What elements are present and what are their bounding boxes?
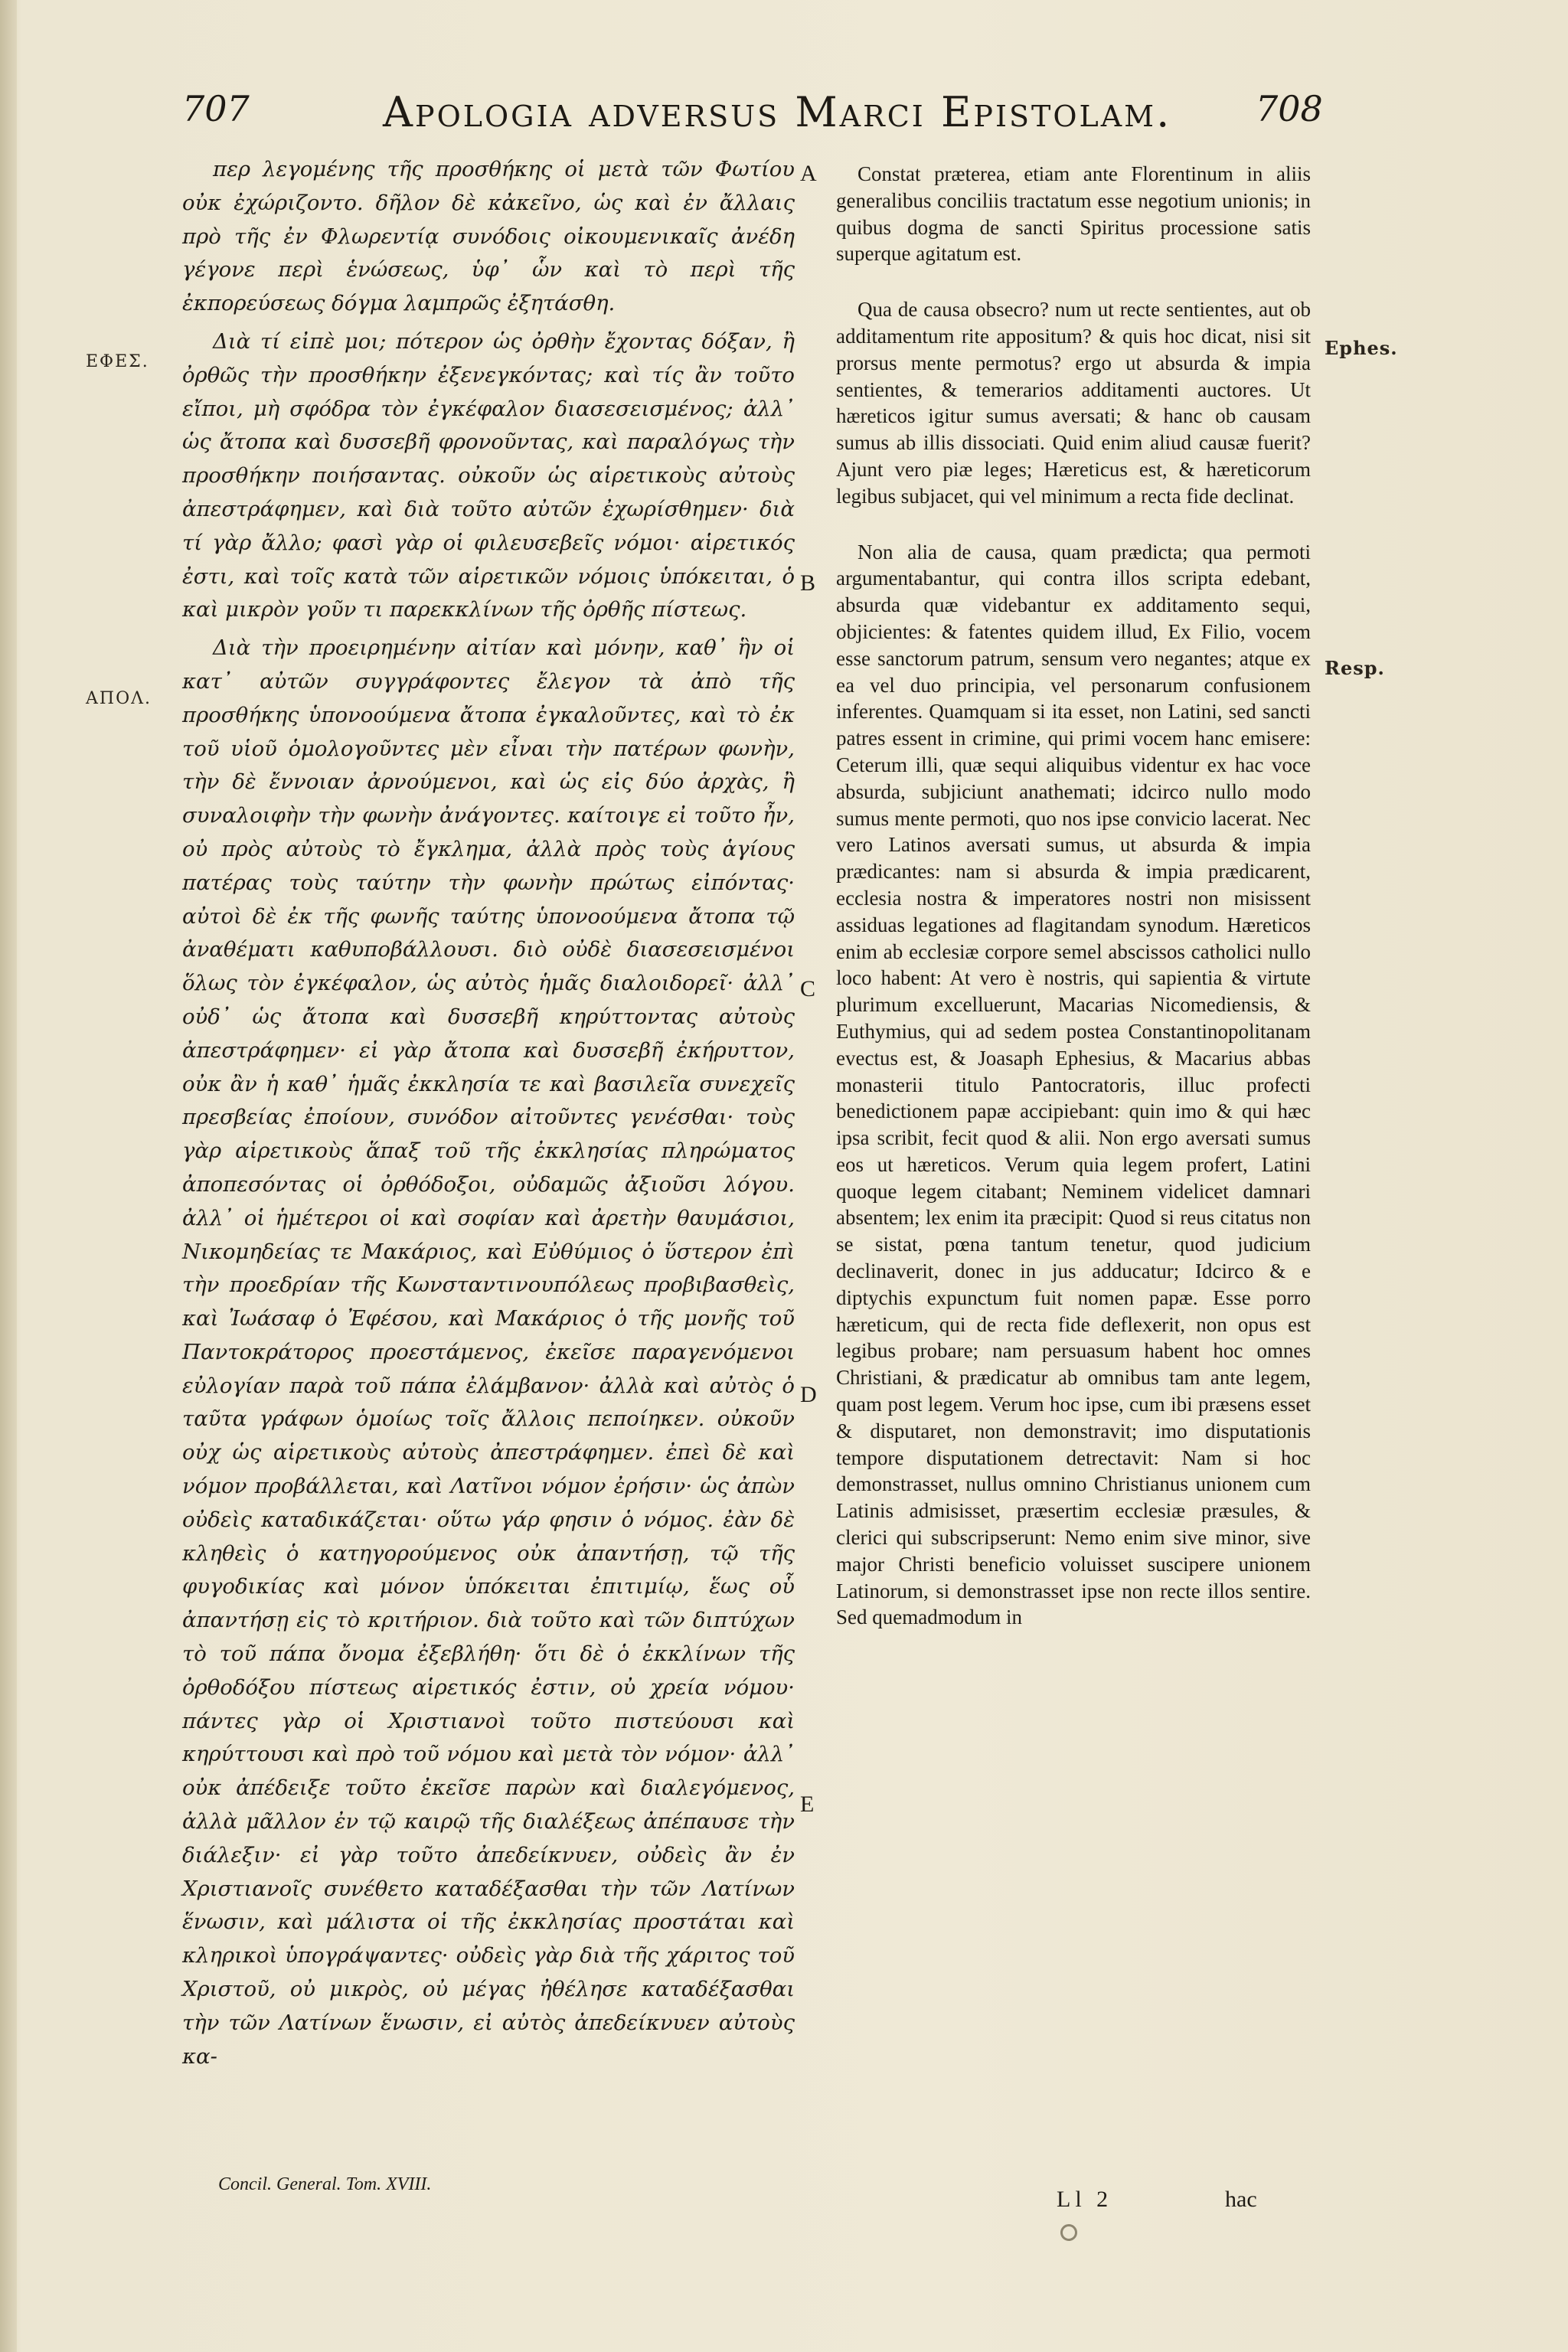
binding-hole-icon bbox=[1060, 2224, 1077, 2241]
margin-speaker-apol: ΑΠΟΛ. bbox=[86, 689, 152, 708]
gathering-signature: Ll 2 bbox=[1057, 2187, 1113, 2212]
catchword: hac bbox=[1225, 2187, 1257, 2212]
greek-text-column bbox=[182, 153, 795, 2174]
greek-paragraph-3: Διὰ τὴν προειρημένην αἰτίαν καὶ μόνην, καθ᾽ ἣν οἱ κατ᾽ αὐτῶν συγγράφοντες ἔλεγον τὰ ἀπὸ τῆς προσθήκης ὑπονοούμενα ἄτοπα ἐγκαλοῦντες, καὶ τὸ ἐκ τοῦ υἱοῦ ὁμολογοῦντες μὲν εἶναι τὴν πατέρων φωνὴν, τὴν δὲ ἔννοιαν ἀρνούμενοι, καὶ ὡς εἰς δύο ἀρχὰς, ἢ συναλοιφὴν τὴν φωνὴν ἀνάγοντες. καίτοιγε εἰ τοῦτο ἦν, οὐ πρὸς αὐτοὺς τὸ ἔγκλημα, ἀλλὰ πρὸς τοὺς ἁγίους πατέρας τοὺς ταύτην τὴν φωνὴν πρώτως εἰπόντας· αὐτοὶ δὲ ἐκ τῆς φωνῆς ταύτης ὑπονοούμενα ἄτοπα τῷ ἀναθέματι καθυποβάλλουσι. διὸ οὐδὲ διασεσεισμένοι ὅλως τὸν ἐγκέφαλον, ὡς αὐτὸς ἡμᾶς διαλοιδορεῖ· ἀλλ᾽ οὐδ᾽ ὡς ἄτοπα καὶ δυσσεβῆ κηρύττοντας αὐτοὺς ἀπεστράφημεν· εἰ γὰρ ἄτοπα καὶ δυσσεβῆ ἐκήρυττον, οὐκ ἂν ἡ καθ᾽ ἡμᾶς ἐκκλησία τε καὶ βασιλεῖα συνεχεῖς πρεσβείας ἐποίουν, συνόδον αἰτοῦντες γενέσθαι· τοὺς γὰρ αἱρετικοὺς ἅπαξ τοῦ τῆς ἐκκλησίας πληρώματος ἀποπεσόντας οἱ ὀρθόδοξοι, οὐδαμῶς ἀξιοῦσι λόγου. ἀλλ᾽ οἱ ἡμέτεροι οἱ καὶ σοφίαν καὶ ἀρετὴν θαυμάσιοι, Νικομηδείας τε Μακάριος, καὶ Εὐθύμιος ὁ ὕστερον ἐπὶ τὴν προεδρίαν τῆς Κωνσταντινουπόλεως προβιβασθεὶς, καὶ Ἰωάσαφ ὁ Ἐφέσου, καὶ Μακάριος ὁ τῆς μονῆς τοῦ Παντοκράτορος προεστάμενος, ἐκεῖσε παραγενόμενοι εὐλογίαν παρὰ τοῦ πάπα ἐλάμβανον· ἀλλὰ καὶ αὐτὸς ὁ ταῦτα γράφων ὁμοίως τοῖς ἄλλοις πεποίηκεν. οὐκοῦν οὐχ ὡς αἱρετικοὺς αὐτοὺς ἀπεστράφημεν. ἐπεὶ δὲ καὶ νόμον προβάλλεται, καὶ Λατῖνοι νόμον ἐρήσιν· ὡς ἀπὼν οὐδεὶς καταδικάζεται· οὕτω γάρ φησιν ὁ νόμος. ἐὰν δὲ κληθεὶς ὁ κατηγορούμενος οὐκ ἀπαντήσῃ, τῷ τῆς φυγοδικίας καὶ μόνον ὑπόκειται ἐπιτιμίῳ, ἕως οὗ ἀπαντήσῃ εἰς τὸ κριτήριον. διὰ τοῦτο καὶ τῶν διπτύχων τὸ τοῦ πάπα ὄνομα ἐξεβλήθη· ὅτι δὲ ὁ ἐκκλίνων τῆς ὀρθοδόξου πίστεως αἱρετικός ἐστιν, οὐ χρεία νόμου· πάντες γὰρ οἱ Χριστιανοὶ τοῦτο πιστεύουσι καὶ κηρύττουσι καὶ πρὸ τοῦ νόμου καὶ μετὰ τὸν νόμον· ἀλλ᾽ οὐκ ἀπέδειξε τοῦτο ἐκεῖσε παρὼν καὶ διαλεγόμενος, ἀλλὰ μᾶλλον ἐν τῷ καιρῷ τῆς διαλέξεως ἀπέπαυσε τὴν διάλεξιν· εἰ γὰρ τοῦτο ἀπεδείκνυεν, οὐδεὶς ἂν ἐν Χριστιανοῖς συνέθετο καταδέξασθαι τὴν τῶν Λατίνων ἕνωσιν, καὶ μάλιστα οἱ τῆς ἐκκλησίας προστάται καὶ κληρικοὶ ὑπογράψαντες· οὐδεὶς γὰρ διὰ τῆς χάριτος τοῦ Χριστοῦ, οὐ μικρὸς, οὐ μέγας ἠθέλησε καταδέξασθαι τὴν τῶν Λατίνων ἕνωσιν, εἰ αὐτὸς ἀπεδείκνυεν αὐτοὺς κα- bbox=[182, 635, 795, 2069]
section-mark-e: E bbox=[800, 1792, 815, 1817]
running-title: Apologia adversus Marci Epistolam. bbox=[383, 88, 1172, 136]
latin-text-column bbox=[836, 161, 1311, 2197]
section-mark-d: D bbox=[800, 1382, 817, 1407]
section-mark-b: B bbox=[800, 570, 816, 596]
margin-label-resp: Resp. bbox=[1325, 657, 1385, 679]
margin-speaker-ephes: ΕΦΕΣ. bbox=[86, 352, 149, 371]
greek-paragraph-1: περ λεγομένης τῆς προσθήκης οἱ μετὰ τῶν Φωτίου οὐκ ἐχώριζοντο. δῆλον δὲ κἀκεῖνο, ὡς καὶ ἐν ἄλλαις πρὸ τῆς ἐν Φλωρεντίᾳ συνόδοις οἰκουμενικαῖς ἀνέδη γέγονε περὶ ἑνώσεως, ὑφ᾽ ὧν καὶ τὸ περὶ τῆς ἐκπορεύσεως δόγμα λαμπρῶς ἐξητάσθη. bbox=[182, 157, 795, 316]
margin-label-ephes: Ephes. bbox=[1325, 337, 1398, 359]
left-page-number: 707 bbox=[182, 88, 250, 129]
latin-paragraph-2: Qua de causa obsecro? num ut recte sentientes, aut ob additamentum rite appositum? & quis hoc dicat, nisi sit prorsus mente permotus? ergo ut absurda & impia sentientes, & temerarios additamenti auctores. Ut hæreticos igitur sumus aversati; & hanc ob causam sumus ab illis dissociati. Quid enim aliud causæ fuerit? Ajunt vero piæ leges; Hæreticus est, & hæreticorum legibus subjacet, qui vel minimum a recta fide declinat. bbox=[836, 298, 1311, 508]
latin-paragraph-3: Non alia de causa, quam prædicta; qua permoti argumentabantur, qui contra illos scripta edebant, absurda quæ videbantur ex additamento sequi, objicientes: & fatentes quidem illud, Ex Filio, vocem esse sanctorum patrum, sensum vero negantes; atque ex ea vel duo principia, vel personarum confusionem inferentes. Quamquam si ita esset, non Latini, sed sancti patres essent in crimine, qui primi vocem hanc emisere: Ceterum illi, quæ sequi aliquibus videntur ex hac voce absurda, subjiciunt anathemati; idcirco nullo modo sumus mente permoti, quo nos ipse convicio lacerat. Nec vero Latinos aversati sumus, ut absurda & impia prædicantes: nam si absurda & impia prædicarent, ecclesia nostra & imperatores nostri non misissent assiduas legationes ad flagitandam synodum. Hæreticos enim ab ecclesiæ corpore semel abscissos catholici nullo loco habent: At vero è nostris, qui sapientia & virtute plurimum excelluerunt, Macarias Nicomediensis, & Euthymius, qui ad sedem postea Constantinopolitanam evectus est, & Joasaph Ephesius, & Macarius abbas monasterii titulo Pantocratoris, illuc profecti benedictionem papæ accipiebant: quin imo & qui hæc ipsa scribit, fecit quod & alii. Non ergo aversati sumus eos ut hæreticos. Verum quia legem profert, Latini quoque legem citabant; Neminem videlicet damnari absentem; lex enim ita præcipit: Quod si reus citatus non se sistat, pœna tantum tenetur, quod judicium declinaverit, donec in jus adducatur; Idcirco & e diptychis expunctum fuit nomen papæ. Esse porro hæreticum, qui de recta fide deflexerit, non opus est legibus probare; nam persuasum habent hoc omnes Christiani, & prædicatur ab omnibus tam ante legem, quam post legem. Verum hoc ipse, cum ibi præsens esset & disputaret, non demonstravit; imo disputationis tempore disputationem detrectavit: Nam si hoc demonstrasset, nullus omnino Christianus unionem cum Latinis admisisset, præsertim ecclesiæ præsules, & clerici qui subscripserunt: Nemo enim sive minor, sive major Christi beneficio voluisset suscipere unionem Latinorum, si demonstrasset ipse non recte illos sentire. Sed quemadmodum in bbox=[836, 540, 1311, 1629]
greek-paragraph-2: Διὰ τί εἰπὲ μοι; πότερον ὡς ὀρθὴν ἔχοντας δόξαν, ἢ ὀρθῶς τὴν προσθήκην ἐξενεγκόντας; καὶ τίς ἂν τοῦτο εἴποι, μὴ σφόδρα τὸν ἐγκέφαλον διασεσεισμένος; ἀλλ᾽ ὡς ἄτοπα καὶ δυσσεβῆ φρονοῦντας, καὶ παραλόγως τὴν προσθήκην ποιήσαντας. οὐκοῦν ὡς αἱρετικοὺς αὐτοὺς ἀπεστράφημεν, καὶ διὰ τοῦτο αὐτῶν ἐχωρίσθημεν· διὰ τί γὰρ ἄλλο; φασὶ γὰρ οἱ φιλευσεβεῖς νόμοι· αἱρετικός ἐστι, καὶ τοῖς κατὰ τῶν αἱρετικῶν νόμοις ὑπόκειται, ὁ καὶ μικρὸν γοῦν τι παρεκκλίνων τῆς ὀρθῆς πίστεως. bbox=[182, 328, 795, 622]
page-gutter bbox=[0, 0, 17, 2352]
latin-paragraph-1: Constat præterea, etiam ante Florentinum in aliis generalibus conciliis tractatum esse negotium unionis; in quibus dogma de sancti Spiritus processione satis superque agitatum est. bbox=[836, 162, 1311, 266]
section-mark-c: C bbox=[800, 976, 816, 1001]
right-page-number: 708 bbox=[1256, 88, 1323, 129]
section-mark-a: A bbox=[800, 161, 817, 186]
footer-collection: Concil. General. Tom. XVIII. bbox=[218, 2174, 432, 2194]
